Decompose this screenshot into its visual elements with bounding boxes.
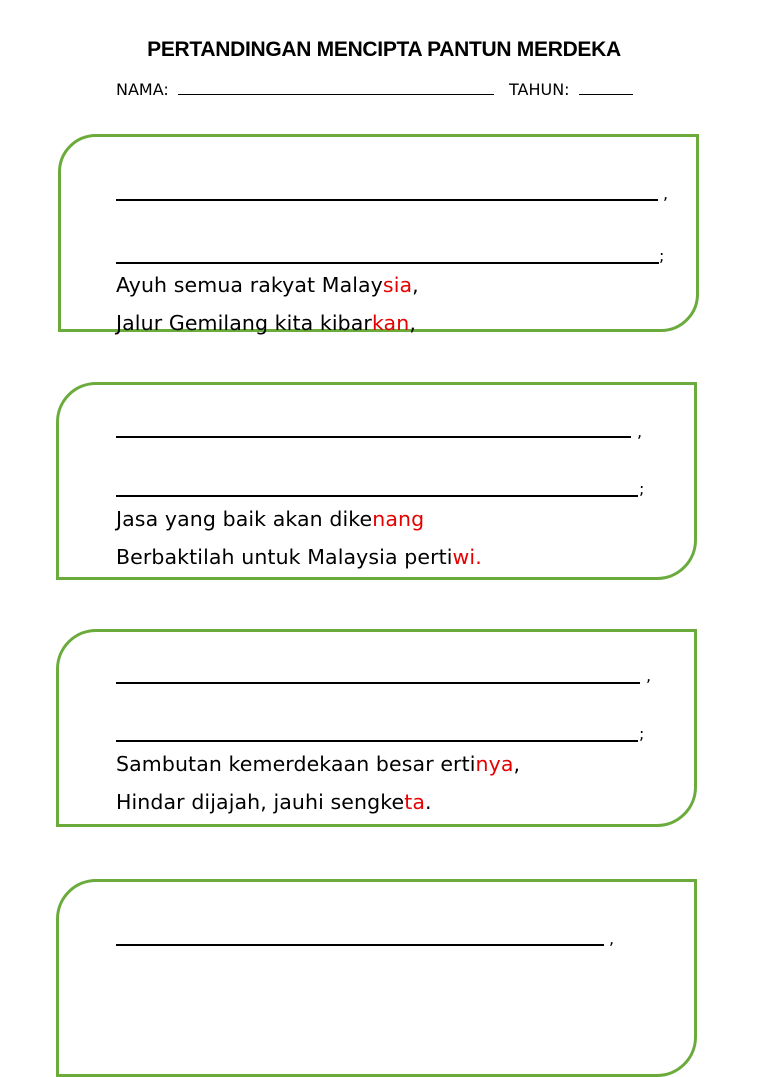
year-label: TAHUN: xyxy=(508,80,570,99)
blank-line[interactable] xyxy=(116,944,604,946)
verse-line: Berbaktilah untuk Malaysia pertiwi. xyxy=(116,545,482,569)
line-end-comma: , xyxy=(663,184,669,203)
verse-line: Jasa yang baik akan dikenang xyxy=(116,507,425,531)
verse-line: Jalur Gemilang kita kibarkan, xyxy=(116,311,416,335)
line-end-semicolon: ; xyxy=(639,724,645,743)
verse-line: Sambutan kemerdekaan besar ertinya, xyxy=(116,752,521,776)
blank-line[interactable] xyxy=(116,262,659,264)
line-end-comma: , xyxy=(646,666,652,685)
year-blank[interactable] xyxy=(579,80,633,95)
verse-line: Ayuh semua rakyat Malaysia, xyxy=(116,273,419,297)
blank-line[interactable] xyxy=(116,199,658,201)
line-end-comma: , xyxy=(637,422,643,441)
line-end-comma: , xyxy=(609,929,615,948)
verse-line: Hindar dijajah, jauhi sengketa. xyxy=(116,790,432,814)
line-end-semicolon: ; xyxy=(639,479,645,498)
name-year-row xyxy=(116,80,633,99)
blank-line[interactable] xyxy=(116,495,638,497)
name-label: NAMA: xyxy=(116,80,169,99)
line-end-semicolon: ; xyxy=(659,246,665,265)
blank-line[interactable] xyxy=(116,740,638,742)
blank-line[interactable] xyxy=(116,436,631,438)
name-blank[interactable] xyxy=(178,80,494,95)
pantun-box-1 xyxy=(58,134,699,332)
pantun-box-4 xyxy=(56,879,697,1077)
blank-line[interactable] xyxy=(116,682,640,684)
page-title: PERTANDINGAN MENCIPTA PANTUN MERDEKA xyxy=(147,38,621,61)
